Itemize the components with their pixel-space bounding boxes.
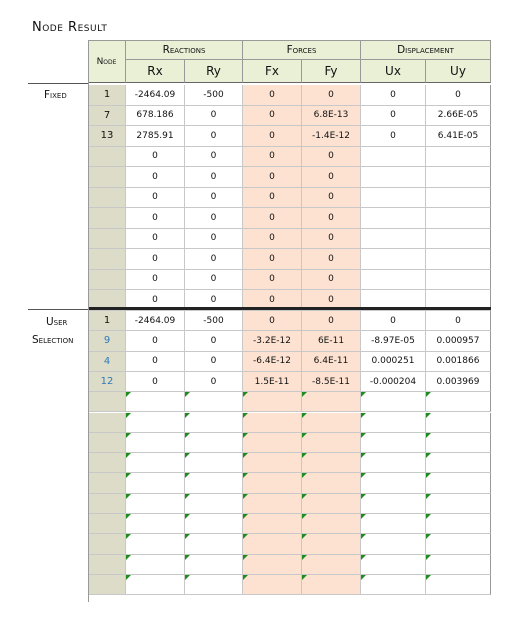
ux-cell[interactable] xyxy=(360,494,425,514)
fx-cell[interactable]: 0 xyxy=(242,208,301,229)
fx-cell[interactable]: 0 xyxy=(242,311,301,331)
fy-cell[interactable] xyxy=(301,575,360,595)
ry-cell[interactable]: 0 xyxy=(184,167,242,188)
ux-cell[interactable] xyxy=(360,392,425,412)
table-row xyxy=(88,352,491,372)
node-cell[interactable] xyxy=(88,249,125,270)
ux-header: Ux xyxy=(360,59,425,83)
ux-cell[interactable] xyxy=(360,229,425,250)
node-cell[interactable]: 12 xyxy=(88,372,125,392)
ry-cell[interactable]: 0 xyxy=(184,106,242,127)
node-cell[interactable] xyxy=(88,494,125,514)
fx-cell[interactable] xyxy=(242,413,301,433)
table-row xyxy=(88,147,491,168)
table-row xyxy=(88,575,491,595)
ux-cell[interactable] xyxy=(360,208,425,229)
left-border xyxy=(88,40,89,602)
ry-cell[interactable] xyxy=(184,514,242,534)
fy-cell[interactable]: 0 xyxy=(301,85,360,106)
node-cell[interactable]: 1 xyxy=(88,85,125,106)
uy-cell[interactable] xyxy=(425,453,491,473)
fx-cell[interactable]: -6.4E-12 xyxy=(242,352,301,372)
ux-cell[interactable]: -8.97E-05 xyxy=(360,331,425,351)
table-row xyxy=(88,392,491,412)
user-separator xyxy=(28,309,88,310)
rx-cell[interactable] xyxy=(125,392,184,412)
table-row xyxy=(88,311,491,331)
table-row xyxy=(88,473,491,493)
node-cell[interactable] xyxy=(88,147,125,168)
fx-cell[interactable] xyxy=(242,514,301,534)
ux-cell[interactable] xyxy=(360,249,425,270)
rx-cell[interactable]: 0 xyxy=(125,352,184,372)
fy-cell[interactable] xyxy=(301,555,360,575)
table-row xyxy=(88,372,491,392)
rx-cell[interactable]: -2464.09 xyxy=(125,85,184,106)
uy-cell[interactable]: 0 xyxy=(425,85,491,106)
table-row xyxy=(88,229,491,250)
fy-cell[interactable] xyxy=(301,433,360,453)
node-column-header: Node xyxy=(88,40,125,83)
ry-cell[interactable]: 0 xyxy=(184,270,242,291)
fy-cell[interactable]: 0 xyxy=(301,249,360,270)
fx-cell[interactable] xyxy=(242,473,301,493)
node-cell[interactable] xyxy=(88,208,125,229)
fy-cell[interactable]: 0 xyxy=(301,229,360,250)
ry-cell[interactable]: 0 xyxy=(184,208,242,229)
ux-cell[interactable]: 0 xyxy=(360,126,425,147)
node-cell[interactable] xyxy=(88,188,125,209)
uy-cell[interactable]: 2.66E-05 xyxy=(425,106,491,127)
uy-cell[interactable] xyxy=(425,555,491,575)
fy-cell[interactable] xyxy=(301,392,360,412)
node-cell[interactable] xyxy=(88,453,125,473)
ux-cell[interactable] xyxy=(360,575,425,595)
uy-cell[interactable] xyxy=(425,494,491,514)
fy-cell[interactable] xyxy=(301,413,360,433)
table-row xyxy=(88,249,491,270)
uy-cell[interactable]: 0 xyxy=(425,311,491,331)
rx-cell[interactable]: 0 xyxy=(125,208,184,229)
uy-cell[interactable] xyxy=(425,167,491,188)
ux-cell[interactable] xyxy=(360,413,425,433)
fy-cell[interactable]: 0 xyxy=(301,208,360,229)
fy-cell[interactable] xyxy=(301,494,360,514)
rx-cell[interactable] xyxy=(125,514,184,534)
rx-cell[interactable] xyxy=(125,555,184,575)
ry-cell[interactable]: 0 xyxy=(184,229,242,250)
fx-cell[interactable]: 1.5E-11 xyxy=(242,372,301,392)
node-cell[interactable]: 4 xyxy=(88,352,125,372)
uy-cell[interactable] xyxy=(425,473,491,493)
displacement-header: Displacement xyxy=(360,40,491,59)
node-cell[interactable] xyxy=(88,575,125,595)
table-row xyxy=(88,331,491,351)
fy-cell[interactable]: 0 xyxy=(301,167,360,188)
fy-cell[interactable] xyxy=(301,453,360,473)
ux-cell[interactable]: -0.000204 xyxy=(360,372,425,392)
uy-cell[interactable] xyxy=(425,534,491,554)
fx-cell[interactable]: 0 xyxy=(242,188,301,209)
ry-cell[interactable]: 0 xyxy=(184,290,242,311)
rx-cell[interactable]: 0 xyxy=(125,188,184,209)
uy-cell[interactable]: 0.003969 xyxy=(425,372,491,392)
ux-cell[interactable]: 0 xyxy=(360,311,425,331)
rx-cell[interactable] xyxy=(125,413,184,433)
rx-cell[interactable]: 678.186 xyxy=(125,106,184,127)
ry-cell[interactable]: 0 xyxy=(184,372,242,392)
table-row xyxy=(88,555,491,575)
fy-cell[interactable] xyxy=(301,473,360,493)
ux-cell[interactable] xyxy=(360,534,425,554)
ry-cell[interactable]: 0 xyxy=(184,352,242,372)
rx-cell[interactable] xyxy=(125,534,184,554)
table-row xyxy=(88,413,491,433)
ry-cell[interactable] xyxy=(184,575,242,595)
ux-cell[interactable] xyxy=(360,555,425,575)
ux-cell[interactable] xyxy=(360,453,425,473)
user-group-label-1: User xyxy=(46,316,68,328)
fx-cell[interactable] xyxy=(242,555,301,575)
table-row xyxy=(88,85,491,106)
table-row xyxy=(88,106,491,127)
fx-header: Fx xyxy=(242,59,301,83)
rx-cell[interactable]: 0 xyxy=(125,331,184,351)
rx-cell[interactable]: 0 xyxy=(125,290,184,311)
uy-cell[interactable] xyxy=(425,188,491,209)
uy-header: Uy xyxy=(425,59,491,83)
uy-cell[interactable] xyxy=(425,208,491,229)
fy-cell[interactable]: -1.4E-12 xyxy=(301,126,360,147)
uy-cell[interactable] xyxy=(425,392,491,412)
rx-cell[interactable]: 0 xyxy=(125,167,184,188)
ry-cell[interactable]: 0 xyxy=(184,249,242,270)
node-cell[interactable] xyxy=(88,514,125,534)
table-row xyxy=(88,534,491,554)
fy-cell[interactable]: 0 xyxy=(301,311,360,331)
fx-cell[interactable] xyxy=(242,433,301,453)
ry-cell[interactable]: 0 xyxy=(184,188,242,209)
node-cell[interactable] xyxy=(88,229,125,250)
ry-cell[interactable] xyxy=(184,473,242,493)
uy-cell[interactable] xyxy=(425,270,491,291)
node-cell[interactable]: 1 xyxy=(88,311,125,331)
ry-cell[interactable] xyxy=(184,494,242,514)
rx-cell[interactable] xyxy=(125,433,184,453)
fx-cell[interactable]: 0 xyxy=(242,147,301,168)
node-cell[interactable]: 7 xyxy=(88,106,125,127)
node-cell[interactable] xyxy=(88,433,125,453)
ux-cell[interactable]: 0 xyxy=(360,106,425,127)
uy-cell[interactable] xyxy=(425,413,491,433)
ux-cell[interactable] xyxy=(360,514,425,534)
node-cell[interactable] xyxy=(88,392,125,412)
fy-cell[interactable] xyxy=(301,514,360,534)
node-cell[interactable] xyxy=(88,413,125,433)
ux-cell[interactable] xyxy=(360,147,425,168)
uy-cell[interactable] xyxy=(425,433,491,453)
fy-cell[interactable]: 6E-11 xyxy=(301,331,360,351)
ry-cell[interactable] xyxy=(184,555,242,575)
node-cell[interactable]: 13 xyxy=(88,126,125,147)
uy-cell[interactable]: 0.000957 xyxy=(425,331,491,351)
fx-cell[interactable]: 0 xyxy=(242,249,301,270)
forces-header: Forces xyxy=(242,40,360,59)
uy-cell[interactable] xyxy=(425,229,491,250)
fx-cell[interactable]: -3.2E-12 xyxy=(242,331,301,351)
fx-cell[interactable]: 0 xyxy=(242,270,301,291)
ux-cell[interactable] xyxy=(360,167,425,188)
ry-cell[interactable] xyxy=(184,534,242,554)
fx-cell[interactable] xyxy=(242,392,301,412)
fx-cell[interactable]: 0 xyxy=(242,85,301,106)
fy-cell[interactable]: 6.4E-11 xyxy=(301,352,360,372)
fx-cell[interactable] xyxy=(242,575,301,595)
table-row xyxy=(88,433,491,453)
ux-cell[interactable] xyxy=(360,188,425,209)
fx-cell[interactable]: 0 xyxy=(242,126,301,147)
table-row xyxy=(88,126,491,147)
node-cell[interactable] xyxy=(88,555,125,575)
fy-cell[interactable]: 0 xyxy=(301,270,360,291)
uy-cell[interactable] xyxy=(425,249,491,270)
fixed-separator xyxy=(28,83,88,84)
fx-cell[interactable] xyxy=(242,453,301,473)
rx-cell[interactable] xyxy=(125,494,184,514)
fy-cell[interactable]: 0 xyxy=(301,147,360,168)
fy-cell[interactable]: 0 xyxy=(301,188,360,209)
fy-cell[interactable]: 0 xyxy=(301,290,360,311)
table-row xyxy=(88,167,491,188)
ry-cell[interactable]: 0 xyxy=(184,126,242,147)
table-row xyxy=(88,514,491,534)
rx-cell[interactable]: 0 xyxy=(125,270,184,291)
fy-cell[interactable]: 6.8E-13 xyxy=(301,106,360,127)
ry-cell[interactable]: -500 xyxy=(184,85,242,106)
fixed-group-label: Fixed xyxy=(44,89,67,101)
ux-cell[interactable] xyxy=(360,473,425,493)
rx-header: Rx xyxy=(125,59,184,83)
ry-cell[interactable] xyxy=(184,392,242,412)
ux-cell[interactable] xyxy=(360,270,425,291)
rx-cell[interactable]: 0 xyxy=(125,249,184,270)
fx-cell[interactable]: 0 xyxy=(242,167,301,188)
node-cell[interactable] xyxy=(88,270,125,291)
uy-cell[interactable] xyxy=(425,575,491,595)
node-cell[interactable] xyxy=(88,534,125,554)
rx-cell[interactable]: 0 xyxy=(125,372,184,392)
ry-header: Ry xyxy=(184,59,242,83)
rx-cell[interactable]: 0 xyxy=(125,229,184,250)
sheet-title: Node Result xyxy=(32,20,108,35)
table-row xyxy=(88,270,491,291)
ux-cell[interactable]: 0 xyxy=(360,85,425,106)
ux-cell[interactable]: 0.000251 xyxy=(360,352,425,372)
uy-cell[interactable] xyxy=(425,147,491,168)
section-divider xyxy=(88,307,491,310)
fy-header: Fy xyxy=(301,59,360,83)
fy-cell[interactable]: -8.5E-11 xyxy=(301,372,360,392)
node-cell[interactable] xyxy=(88,473,125,493)
reactions-header: Reactions xyxy=(125,40,242,59)
node-cell[interactable] xyxy=(88,167,125,188)
fy-cell[interactable] xyxy=(301,534,360,554)
table-row xyxy=(88,494,491,514)
table-row xyxy=(88,453,491,473)
rx-cell[interactable]: -2464.09 xyxy=(125,311,184,331)
fx-cell[interactable]: 0 xyxy=(242,106,301,127)
fx-cell[interactable] xyxy=(242,494,301,514)
fx-cell[interactable]: 0 xyxy=(242,229,301,250)
ry-cell[interactable]: 0 xyxy=(184,147,242,168)
node-cell[interactable]: 9 xyxy=(88,331,125,351)
rx-cell[interactable]: 2785.91 xyxy=(125,126,184,147)
uy-cell[interactable]: 0.001866 xyxy=(425,352,491,372)
table-row xyxy=(88,188,491,209)
ry-cell[interactable]: -500 xyxy=(184,311,242,331)
fx-cell[interactable]: 0 xyxy=(242,290,301,311)
uy-cell[interactable] xyxy=(425,514,491,534)
rx-cell[interactable]: 0 xyxy=(125,147,184,168)
ry-cell[interactable] xyxy=(184,453,242,473)
uy-cell[interactable]: 6.41E-05 xyxy=(425,126,491,147)
rx-cell[interactable] xyxy=(125,473,184,493)
ry-cell[interactable] xyxy=(184,433,242,453)
rx-cell[interactable] xyxy=(125,575,184,595)
table-row xyxy=(88,208,491,229)
user-group-label-2: Selection xyxy=(32,334,74,346)
fx-cell[interactable] xyxy=(242,534,301,554)
ry-cell[interactable] xyxy=(184,413,242,433)
ux-cell[interactable] xyxy=(360,433,425,453)
ry-cell[interactable]: 0 xyxy=(184,331,242,351)
rx-cell[interactable] xyxy=(125,453,184,473)
